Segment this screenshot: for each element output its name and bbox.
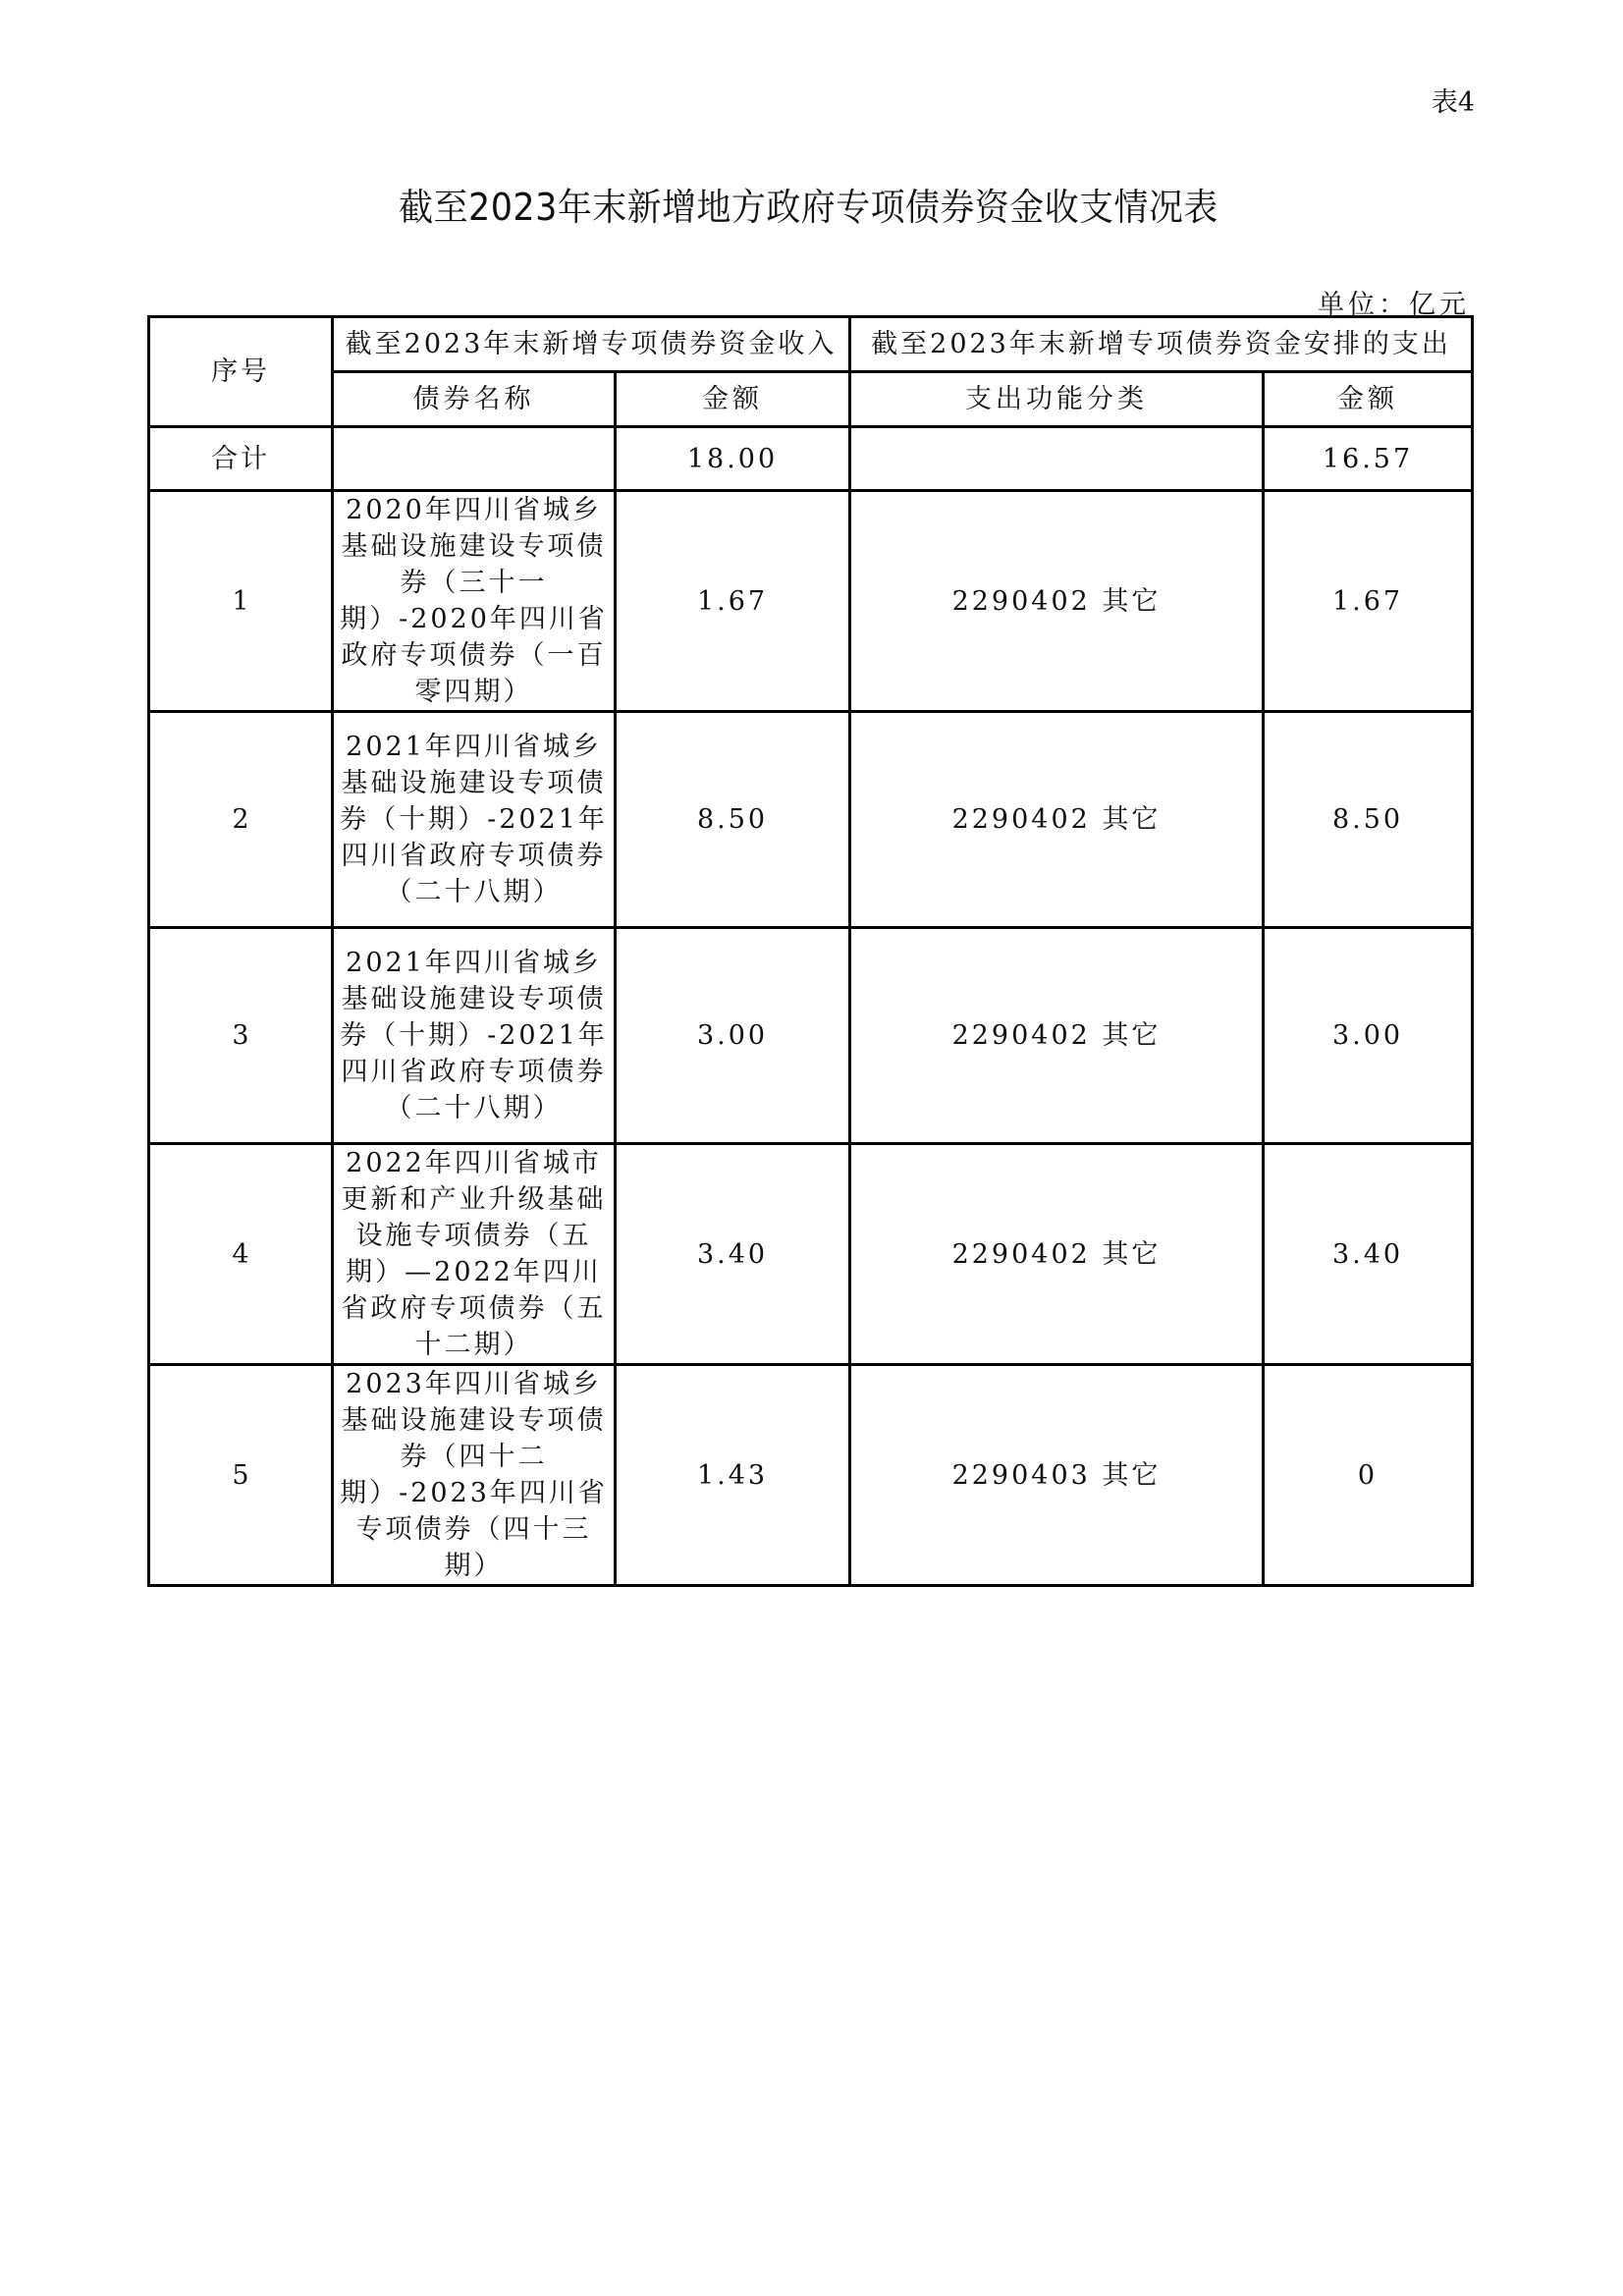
total-income-amount: 18.00 (616, 427, 850, 491)
row-expense-amount: 0 (1264, 1365, 1473, 1586)
row-income-amount: 3.00 (616, 928, 850, 1144)
table-number: 表4 (1431, 87, 1476, 118)
table-row (149, 1365, 1473, 1586)
row-seq: 4 (149, 1144, 333, 1365)
row-income-amount: 3.40 (616, 1144, 850, 1365)
row-function-class: 2290402 其它 (850, 491, 1264, 712)
row-bond-name: 2022年四川省城市更新和产业升级基础设施专项债券（五期）—2022年四川省政府专项债券（五十二期） (333, 1144, 616, 1365)
row-seq: 2 (149, 712, 333, 928)
row-income-amount: 1.67 (616, 491, 850, 712)
header-expense-group: 截至2023年末新增专项债券资金安排的支出 (850, 317, 1473, 372)
row-function-class: 2290403 其它 (850, 1365, 1264, 1586)
total-expense-amount: 16.57 (1264, 427, 1473, 491)
unit-label: 单位：亿元 (1318, 290, 1470, 320)
row-seq: 3 (149, 928, 333, 1144)
header-row-group (149, 317, 1473, 372)
row-bond-name: 2021年四川省城乡基础设施建设专项债券（十期）-2021年四川省政府专项债券（二十八期） (333, 928, 616, 1144)
table-row (149, 712, 1473, 928)
total-row (149, 427, 1473, 491)
total-function-class (850, 427, 1264, 491)
header-seq: 序号 (149, 317, 333, 427)
table-row (149, 928, 1473, 1144)
income-expense-table (147, 315, 1474, 1587)
row-expense-amount: 8.50 (1264, 712, 1473, 928)
row-function-class: 2290402 其它 (850, 928, 1264, 1144)
row-bond-name: 2020年四川省城乡基础设施建设专项债券（三十一期）-2020年四川省政府专项债券（一百零四期） (333, 491, 616, 712)
header-income-amount: 金额 (616, 372, 850, 427)
header-row-columns (149, 372, 1473, 427)
row-expense-amount: 1.67 (1264, 491, 1473, 712)
row-income-amount: 8.50 (616, 712, 850, 928)
header-bond-name: 债券名称 (333, 372, 616, 427)
row-bond-name: 2023年四川省城乡基础设施建设专项债券（四十二期）-2023年四川省专项债券（四十三期） (333, 1365, 616, 1586)
row-function-class: 2290402 其它 (850, 712, 1264, 928)
row-seq: 1 (149, 491, 333, 712)
total-bond-name (333, 427, 616, 491)
row-expense-amount: 3.40 (1264, 1144, 1473, 1365)
total-label: 合计 (149, 427, 333, 491)
row-income-amount: 1.43 (616, 1365, 850, 1586)
page-title: 截至2023年末新增地方政府专项债券资金收支情况表 (399, 186, 1218, 229)
row-seq: 5 (149, 1365, 333, 1586)
header-income-group: 截至2023年末新增专项债券资金收入 (333, 317, 850, 372)
table-row (149, 491, 1473, 712)
header-function-class: 支出功能分类 (850, 372, 1264, 427)
header-expense-amount: 金额 (1264, 372, 1473, 427)
row-bond-name: 2021年四川省城乡基础设施建设专项债券（十期）-2021年四川省政府专项债券（二十八期） (333, 712, 616, 928)
table-row (149, 1144, 1473, 1365)
row-expense-amount: 3.00 (1264, 928, 1473, 1144)
row-function-class: 2290402 其它 (850, 1144, 1264, 1365)
